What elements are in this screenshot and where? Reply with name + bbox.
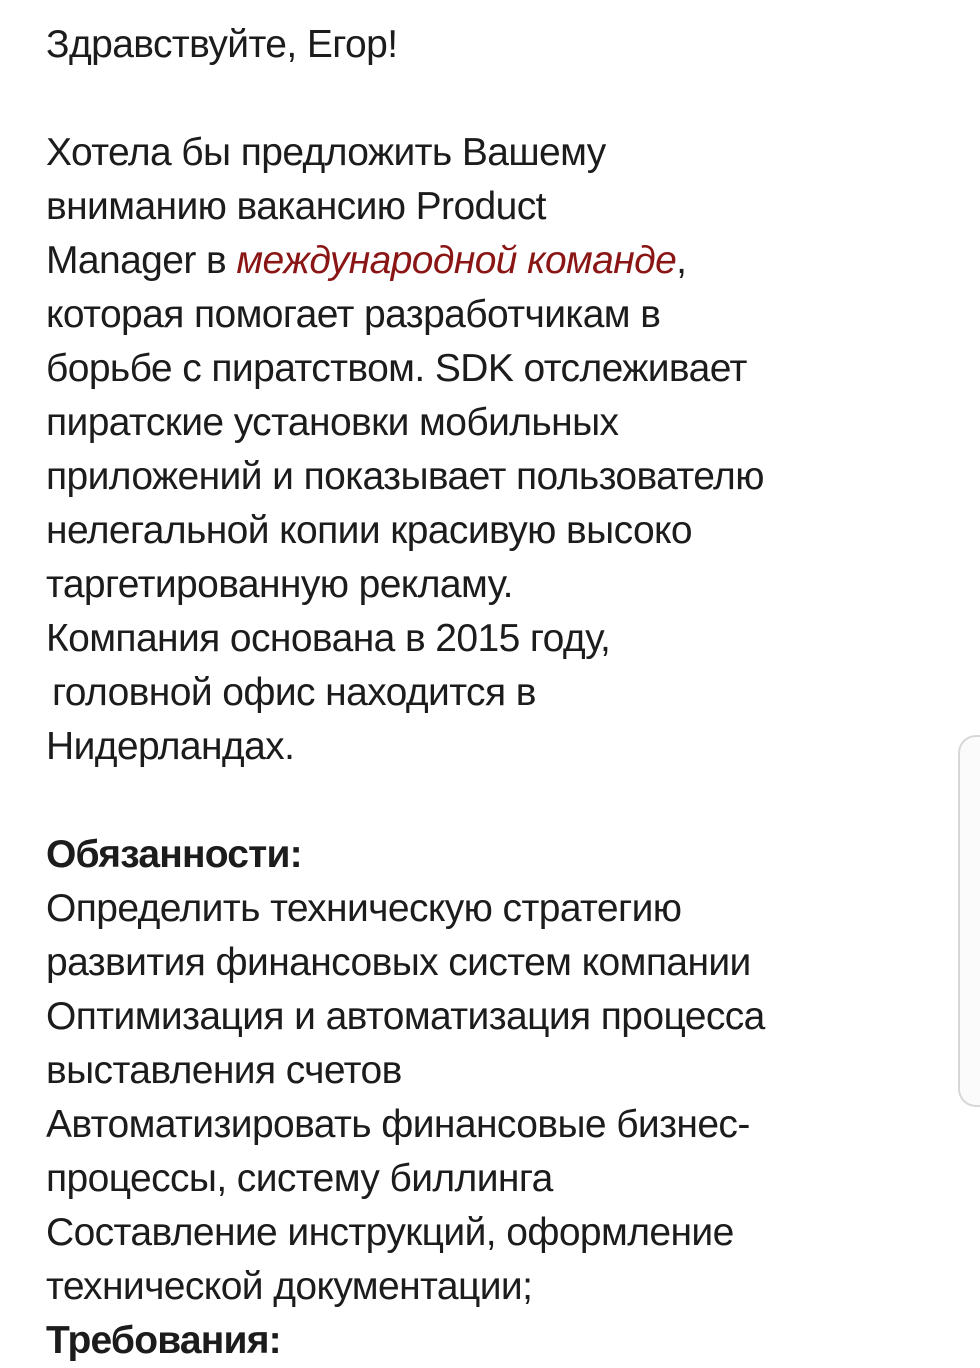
spacer bbox=[46, 774, 946, 828]
message-body bbox=[46, 18, 946, 1368]
intro-line: Компания основана в 2015 году, bbox=[46, 617, 611, 660]
duties-line: Автоматизировать финансовые бизнес- bbox=[46, 1103, 750, 1146]
intro-line: Нидерландах. bbox=[46, 725, 295, 768]
duties-line: Определить техническую стратегию bbox=[46, 887, 682, 930]
intro-text: Manager в bbox=[46, 239, 237, 282]
duties-line: технической документации; bbox=[46, 1265, 533, 1308]
duties-line: развития финансовых систем компании bbox=[46, 941, 751, 984]
intro-text: , bbox=[676, 239, 687, 282]
intro-line: пиратские установки мобильных bbox=[46, 401, 619, 444]
greeting-text: Здравствуйте, Егор! bbox=[46, 23, 398, 66]
spacer bbox=[46, 72, 946, 126]
intro-line-with-link bbox=[46, 234, 946, 288]
international-team-link[interactable]: международной команде bbox=[236, 239, 677, 282]
duties-line: выставления счетов bbox=[46, 1049, 402, 1092]
duties-heading: Обязанности: bbox=[46, 833, 302, 876]
duties-line: процессы, систему биллинга bbox=[46, 1157, 553, 1200]
intro-line: нелегальной копии красивую высоко bbox=[46, 509, 693, 552]
duties-line: Составление инструкций, оформление bbox=[46, 1211, 734, 1254]
intro-line: приложений и показывает пользователю bbox=[46, 455, 764, 498]
intro-line: таргетированную рекламу. bbox=[46, 563, 513, 606]
duties-line: Оптимизация и автоматизация процесса bbox=[46, 995, 765, 1038]
scroll-handle[interactable] bbox=[958, 735, 980, 1107]
intro-line: Хотела бы предложить Вашему bbox=[46, 131, 606, 174]
intro-line: борьбе с пиратством. SDK отслеживает bbox=[46, 347, 747, 390]
intro-line: головной офис находится в bbox=[52, 671, 536, 714]
requirements-heading: Требования: bbox=[46, 1319, 281, 1362]
intro-line: вниманию вакансию Product bbox=[46, 185, 546, 228]
intro-line: которая помогает разработчикам в bbox=[46, 293, 661, 336]
